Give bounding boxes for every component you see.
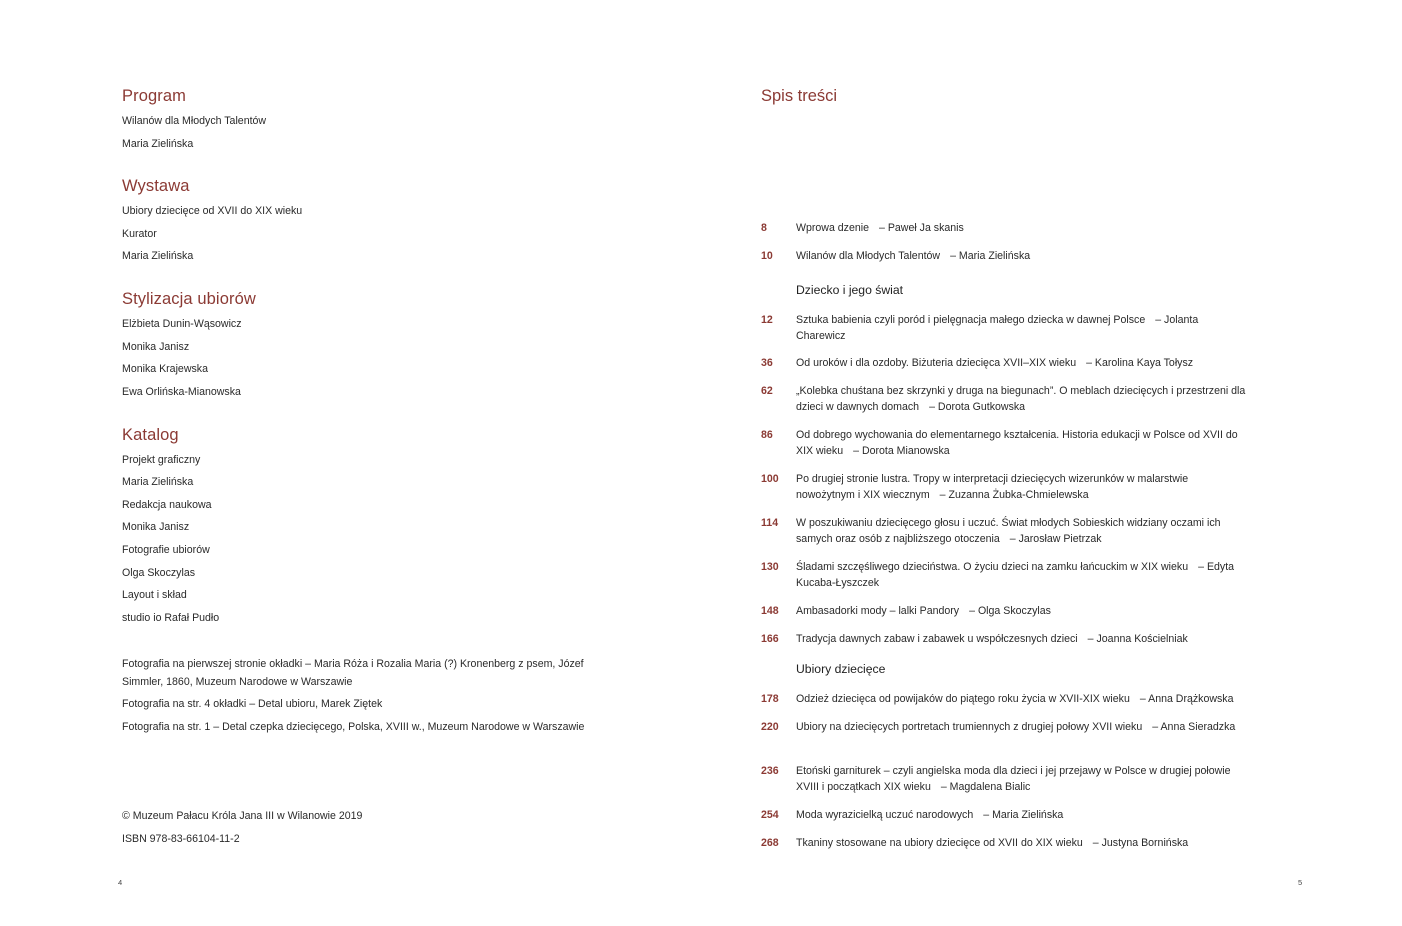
toc-page-number: 166 xyxy=(761,633,779,645)
toc-entry[interactable] xyxy=(796,515,1246,547)
toc-entry-title: Wprowa dzenie xyxy=(796,222,870,234)
toc-page-number: 86 xyxy=(761,429,773,441)
toc-entry-title: Sztuka babienia czyli poród i pielęgnacja małego dziecka w dawnej Polsce xyxy=(796,314,1146,326)
toc-entry-author: – Dorota Mianowska xyxy=(853,445,950,457)
wystawa-line: Ubiory dziecięce od XVII do XIX wieku xyxy=(122,205,303,217)
toc-entry-author: – Dorota Gutkowska xyxy=(929,401,1026,413)
toc-page-number: 268 xyxy=(761,837,779,849)
katalog-line: Redakcja naukowa xyxy=(122,499,212,511)
back-cover-photo-credit: Fotografia na str. 4 okładki – Detal ubioru, Marek Ziętek xyxy=(122,698,383,710)
toc-entry-title: Ambasadorki mody – lalki Pandory xyxy=(796,605,960,617)
katalog-line: Fotografie ubiorów xyxy=(122,544,210,556)
toc-page-number: 10 xyxy=(761,250,773,262)
stylizacja-line: Elżbieta Dunin-Wąsowicz xyxy=(122,318,242,330)
toc-entry-title: Tkaniny stosowane na ubiory dziecięce od XVII do XIX wieku xyxy=(796,837,1083,849)
toc-entry-author: – Magdalena Bialic xyxy=(940,781,1031,793)
toc-entry[interactable] xyxy=(796,471,1246,503)
page-number-right: 5 xyxy=(1298,878,1303,887)
toc-page-number: 8 xyxy=(761,222,767,234)
katalog-line: studio io Rafał Pudło xyxy=(122,612,220,624)
toc-entry-title: „Kolebka chuśtana bez skrzynki y druga na biegunach”. O meblach dziecięcych i przestrzeni dla dzieci w dawnych domach xyxy=(796,385,1246,413)
toc-entry-title: Po drugiej stronie lustra. Tropy w interpretacji dziecięcych wizerunków w malarstwie nowożytnym i XIX wiecznym xyxy=(796,473,1189,501)
toc-entry-title: Moda wyrazicielką uczuć narodowych xyxy=(796,809,974,821)
toc-entry-title: Ubiory na dziecięcych portretach trumiennych z drugiej połowy XVII wieku xyxy=(796,721,1143,733)
isbn: ISBN 978-83-66104-11-2 xyxy=(122,833,240,845)
toc-entry[interactable] xyxy=(796,383,1246,415)
toc-entry-title: Odzież dziecięca od powijaków do piątego roku życia w XVII-XIX wieku xyxy=(796,693,1130,705)
toc-entry[interactable] xyxy=(796,631,1246,647)
katalog-line: Layout i skład xyxy=(122,589,187,601)
program-line: Wilanów dla Młodych Talentów xyxy=(122,115,267,127)
toc-entry[interactable] xyxy=(796,312,1246,344)
toc-section-heading: Dziecko i jego świat xyxy=(796,283,904,297)
toc-page-number: 148 xyxy=(761,605,779,617)
toc-entry-author: – Paweł Ja skanis xyxy=(879,222,964,234)
toc-page-number: 254 xyxy=(761,809,779,821)
wystawa-line: Kurator xyxy=(122,228,157,240)
katalog-line: Monika Janisz xyxy=(122,521,190,533)
toc-entry-title: Od dobrego wychowania do elementarnego kształcenia. Historia edukacji w Polsce od XVII do XIX wieku xyxy=(796,429,1238,457)
toc-entry-title: W poszukiwaniu dziecięcego głosu i uczuć. Świat młodych Sobieskich widziany oczami ich samych oraz osób z najbliższego otoczenia xyxy=(796,517,1221,545)
toc-entry[interactable] xyxy=(796,603,1246,619)
toc-title: Spis treści xyxy=(761,87,838,105)
toc-entry[interactable] xyxy=(796,427,1246,459)
toc-entry-author: – Olga Skoczylas xyxy=(969,605,1051,617)
toc-entry-author: – Zuzanna Żubka-Chmielewska xyxy=(939,489,1089,501)
toc-entry[interactable] xyxy=(796,220,1246,236)
toc-entry[interactable] xyxy=(796,807,1246,823)
toc-entry-title: Śladami szczęśliwego dzieciństwa. O życiu dzieci na zamku łańcuckim w XIX wieku xyxy=(796,561,1189,573)
katalog-line: Projekt graficzny xyxy=(122,454,201,466)
toc-page-number: 178 xyxy=(761,693,779,705)
toc-entry[interactable] xyxy=(796,763,1246,795)
program-heading: Program xyxy=(122,87,186,105)
toc-entry-author: – Jolanta Charewicz xyxy=(796,314,1199,342)
katalog-heading: Katalog xyxy=(122,426,179,444)
toc-page-number: 236 xyxy=(761,765,779,777)
toc-entry-author: – Maria Zielińska xyxy=(950,250,1031,262)
toc-section-heading: Ubiory dziecięce xyxy=(796,662,886,676)
toc-entry[interactable] xyxy=(796,691,1246,707)
program-line: Maria Zielińska xyxy=(122,138,194,150)
copyright: © Muzeum Pałacu Króla Jana III w Wilanowie 2019 xyxy=(122,810,363,822)
toc-entry[interactable] xyxy=(796,835,1246,851)
toc-page-number: 12 xyxy=(761,314,773,326)
toc-page-number: 36 xyxy=(761,357,773,369)
toc-entry-author: – Karolina Kaya Tołysz xyxy=(1086,357,1194,369)
toc-entry-author: – Maria Zielińska xyxy=(983,809,1064,821)
stylizacja-heading: Stylizacja ubiorów xyxy=(122,290,256,308)
toc-entry-author: – Jarosław Pietrzak xyxy=(1009,533,1102,545)
stylizacja-line: Monika Krajewska xyxy=(122,363,208,375)
toc-page-number: 114 xyxy=(761,517,779,529)
toc-entry-author: – Anna Sieradzka xyxy=(1152,721,1236,733)
toc-entry-title: Od uroków i dla ozdoby. Biżuteria dziecięca XVII–XIX wieku xyxy=(796,357,1077,369)
katalog-line: Olga Skoczylas xyxy=(122,567,196,579)
toc-page-number: 100 xyxy=(761,473,779,485)
toc-entry-author: – Justyna Bornińska xyxy=(1092,837,1189,849)
page-one-photo-credit: Fotografia na str. 1 – Detal czepka dziecięcego, Polska, XVIII w., Muzeum Narodowe w Warszawie xyxy=(122,721,585,733)
toc-page-number: 130 xyxy=(761,561,779,573)
toc-entry[interactable] xyxy=(796,719,1246,735)
wystawa-line: Maria Zielińska xyxy=(122,250,194,262)
wystawa-heading: Wystawa xyxy=(122,177,190,195)
toc-entry-title: Etoński garniturek – czyli angielska moda dla dzieci i jej przejawy w Polsce w drugiej połowie XVIII i początkach XIX wieku xyxy=(796,765,1231,793)
toc-entry-title: Wilanów dla Młodych Talentów xyxy=(796,250,941,262)
toc-entry[interactable] xyxy=(796,559,1246,591)
katalog-line: Maria Zielińska xyxy=(122,476,194,488)
toc-entry-author: – Anna Drążkowska xyxy=(1139,693,1234,705)
stylizacja-line: Ewa Orlińska-Mianowska xyxy=(122,386,241,398)
toc-entry-author: – Edyta Kucaba-Łyszczek xyxy=(796,561,1235,589)
page-number-left: 4 xyxy=(118,878,123,887)
cover-photo-credit: Fotografia na pierwszej stronie okładki – Maria Róża i Rozalia Maria (?) Kronenberg z psem, Józef Simmler, 1860, Muzeum Narodowe w Warszawie xyxy=(122,658,584,688)
toc-entry[interactable] xyxy=(796,355,1246,371)
toc-page-number: 62 xyxy=(761,385,773,397)
stylizacja-line: Monika Janisz xyxy=(122,341,190,353)
toc-entry[interactable] xyxy=(796,248,1246,264)
right-page xyxy=(701,0,1402,926)
toc-page-number: 220 xyxy=(761,721,779,733)
toc-entry-title: Tradycja dawnych zabaw i zabawek u współczesnych dzieci xyxy=(796,633,1078,645)
toc-entry-author: – Joanna Kościelniak xyxy=(1087,633,1188,645)
